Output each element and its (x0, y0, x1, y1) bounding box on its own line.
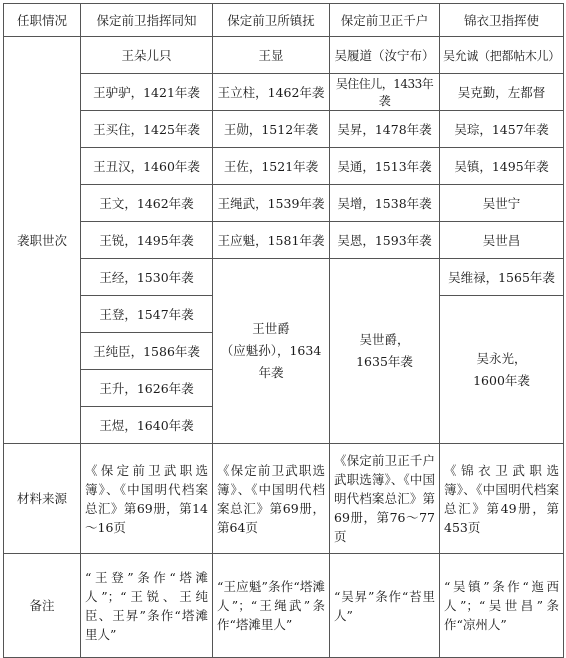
cell: 吴克勤，左都督 (440, 74, 564, 111)
cell: 吴镇，1495年袭 (440, 148, 564, 185)
table-row (4, 185, 564, 222)
cell: 吴恩，1593年袭 (330, 222, 440, 259)
cell: 王驴驴，1421年袭 (81, 74, 213, 111)
table-row (4, 37, 564, 74)
note-cell: “王登”条作“塔滩人”；“王锐、王纯臣、王昇”条作“塔滩里人” (81, 554, 213, 658)
cell: 王立柱，1462年袭 (213, 74, 330, 111)
cell: 王勋，1512年袭 (213, 111, 330, 148)
cell: 王煜，1640年袭 (81, 407, 213, 444)
cell: 王应魁，1581年袭 (213, 222, 330, 259)
cell: 王绳武，1539年袭 (213, 185, 330, 222)
notes-label: 备注 (4, 554, 81, 658)
cell: 王买住，1425年袭 (81, 111, 213, 148)
cell: 王丑汉，1460年袭 (81, 148, 213, 185)
sources-row (4, 444, 564, 554)
cell: 王经，1530年袭 (81, 259, 213, 296)
cell: 吴琮，1457年袭 (440, 111, 564, 148)
cell: 吴世昌 (440, 222, 564, 259)
row-label: 袭职世次 (4, 37, 81, 444)
cell: 吴履道（汝宁布） (330, 37, 440, 74)
source-cell: 《锦衣卫武职选簿》、《中国明代档案总汇》第49册，第453页 (440, 444, 564, 554)
cell: 吴允诚（把都帖木儿） (440, 37, 564, 74)
source-cell: 《保定前卫正千户武职选簿》、《中国明代档案总汇》第69册，第76～77页 (330, 444, 440, 554)
header-cell: 保定前卫所镇抚 (213, 4, 330, 37)
cell: 王佐，1521年袭 (213, 148, 330, 185)
note-cell: “吴昇”条作“苔里人” (330, 554, 440, 658)
notes-row (4, 554, 564, 658)
cell: 王朵儿只 (81, 37, 213, 74)
cell: 王锐，1495年袭 (81, 222, 213, 259)
header-cell: 保定前卫正千户 (330, 4, 440, 37)
merged-cell: 王世爵 （应魁孙），1634年袭 (213, 259, 330, 444)
header-cell: 任职情况 (4, 4, 81, 37)
note-cell: “吴镇”条作“迤西人”；“吴世昌”条作“凉州人” (440, 554, 564, 658)
table-row (4, 111, 564, 148)
header-cell: 锦衣卫指挥使 (440, 4, 564, 37)
merged-cell: 吴永光， 1600年袭 (440, 296, 564, 444)
table-row (4, 74, 564, 111)
cell: 王显 (213, 37, 330, 74)
note-cell: “王应魁”条作“塔滩人”；“王绳武”条作“塔滩里人” (213, 554, 330, 658)
cell: 王登，1547年袭 (81, 296, 213, 333)
source-cell: 《保定前卫武职选簿》、《中国明代档案总汇》第69册，第14～16页 (81, 444, 213, 554)
cell: 吴住住儿，1433年袭 (330, 74, 440, 111)
table-row (4, 148, 564, 185)
table-row (4, 259, 564, 296)
cell: 王文，1462年袭 (81, 185, 213, 222)
cell: 吴世宁 (440, 185, 564, 222)
cell: 王升，1626年袭 (81, 370, 213, 407)
cell: 王纯臣，1586年袭 (81, 333, 213, 370)
source-cell: 《保定前卫武职选簿》、《中国明代档案总汇》第69册，第64页 (213, 444, 330, 554)
cell: 吴昇，1478年袭 (330, 111, 440, 148)
header-row (4, 4, 564, 37)
merged-cell: 吴世爵， 1635年袭 (330, 259, 440, 444)
cell: 吴维禄，1565年袭 (440, 259, 564, 296)
cell: 吴增，1538年袭 (330, 185, 440, 222)
header-cell: 保定前卫指挥同知 (81, 4, 213, 37)
succession-table (3, 3, 564, 658)
table-row (4, 222, 564, 259)
cell: 吴通，1513年袭 (330, 148, 440, 185)
sources-label: 材料来源 (4, 444, 81, 554)
